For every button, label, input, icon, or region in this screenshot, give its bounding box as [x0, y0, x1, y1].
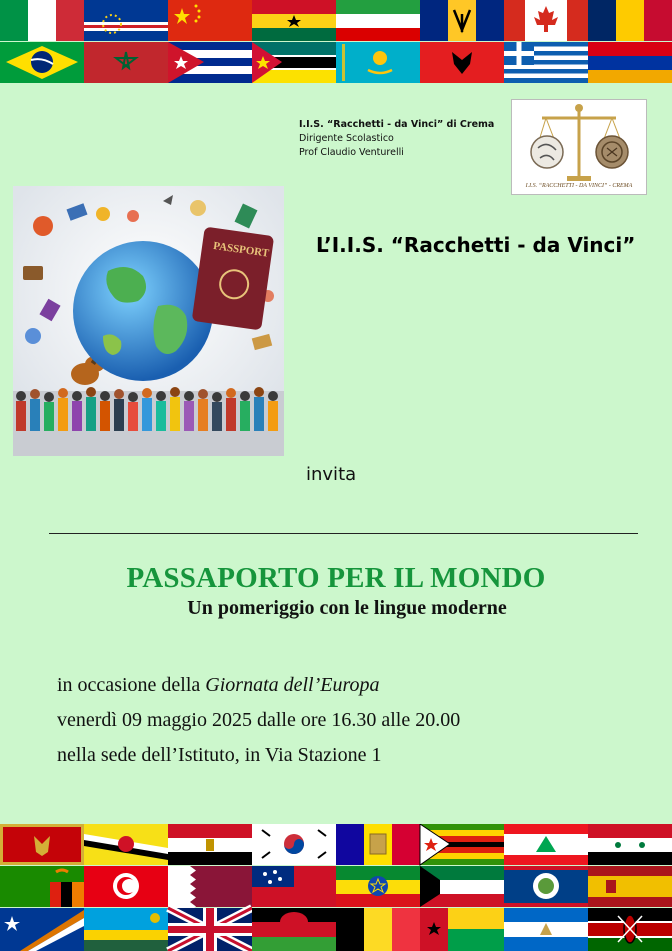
flag-italy	[0, 0, 84, 41]
flag-zimbabwe	[420, 824, 504, 865]
flag-tunisia	[84, 866, 168, 907]
world-passport-illustration	[13, 186, 284, 456]
occasion-name: Giornata dell’Europa	[205, 674, 380, 696]
flag-armenia	[588, 42, 672, 83]
crowd-icon	[13, 387, 284, 456]
event-venue: nella sede dell’Istituto, in Via Stazione 1	[57, 744, 382, 766]
flag-morocco	[84, 42, 168, 83]
flag-greece	[504, 42, 588, 83]
flag-chad	[588, 0, 672, 41]
flag-andorra	[336, 824, 420, 865]
flag-montenegro	[0, 824, 84, 865]
flag-rwanda	[84, 908, 168, 951]
flag-canada	[504, 0, 588, 41]
flag-syria	[588, 824, 672, 865]
logo-caption: I.I.S. “RACCHETTI - DA VINCI” - CREMA	[525, 183, 633, 189]
event-occasion	[57, 668, 460, 703]
flag-mozambique	[252, 42, 336, 83]
occasion-prefix: in occasione della	[57, 674, 206, 696]
flag-qatar	[168, 866, 252, 911]
flag-belize	[504, 866, 588, 907]
flag-albania	[420, 42, 504, 83]
globe-icon	[73, 241, 213, 381]
school-name: I.I.S. “Racchetti - da Vinci” di Crema	[299, 119, 495, 130]
flag-ghana	[252, 0, 336, 41]
flag-brazil	[0, 42, 84, 83]
school-header	[299, 118, 494, 160]
flag-cape-verde	[84, 0, 168, 41]
flag-lebanon	[504, 824, 588, 865]
flag-banner-top	[0, 0, 672, 83]
flag-kuwait	[420, 866, 504, 907]
event-title: PASSAPORTO PER IL MONDO	[126, 562, 546, 594]
flag-zambia	[0, 866, 84, 907]
flag-guinea-bissau	[420, 908, 504, 951]
flag-banner-bottom	[0, 824, 672, 951]
institute-title: L’I.I.S. “Racchetti - da Vinci”	[316, 233, 636, 257]
flag-nicaragua	[504, 908, 588, 951]
passport-icon	[192, 227, 275, 331]
event-subtitle: Un pomeriggio con le lingue moderne	[187, 597, 507, 619]
flag-china	[168, 0, 252, 41]
flag-ethiopia	[336, 866, 420, 907]
event-datetime: venerdì 09 maggio 2025 dalle ore 16.30 alle 20.00	[57, 709, 461, 731]
flag-kenya	[588, 908, 672, 951]
school-logo	[511, 99, 647, 195]
event-details	[57, 668, 460, 773]
flag-samoa	[252, 866, 336, 907]
flag-spain	[588, 866, 672, 907]
passport-label: PASSPORT	[212, 240, 270, 260]
invite-text: invita	[306, 464, 357, 485]
flag-malawi	[252, 908, 336, 951]
flag-kazakhstan	[336, 42, 420, 83]
principal-name: Prof Claudio Venturelli	[299, 147, 404, 158]
flag-cuba	[168, 42, 252, 83]
flag-belgium	[336, 908, 420, 951]
principal-role: Dirigente Scolastico	[299, 133, 394, 144]
flag-marshall-islands	[0, 908, 84, 951]
flag-iran	[336, 0, 420, 41]
divider-line	[49, 533, 638, 534]
scales-emblem-icon	[512, 100, 646, 194]
flag-united-kingdom	[168, 908, 252, 951]
flag-barbados	[420, 0, 504, 41]
flag-brunei	[84, 824, 168, 865]
flag-south-korea	[252, 824, 336, 865]
flag-egypt	[168, 824, 252, 865]
